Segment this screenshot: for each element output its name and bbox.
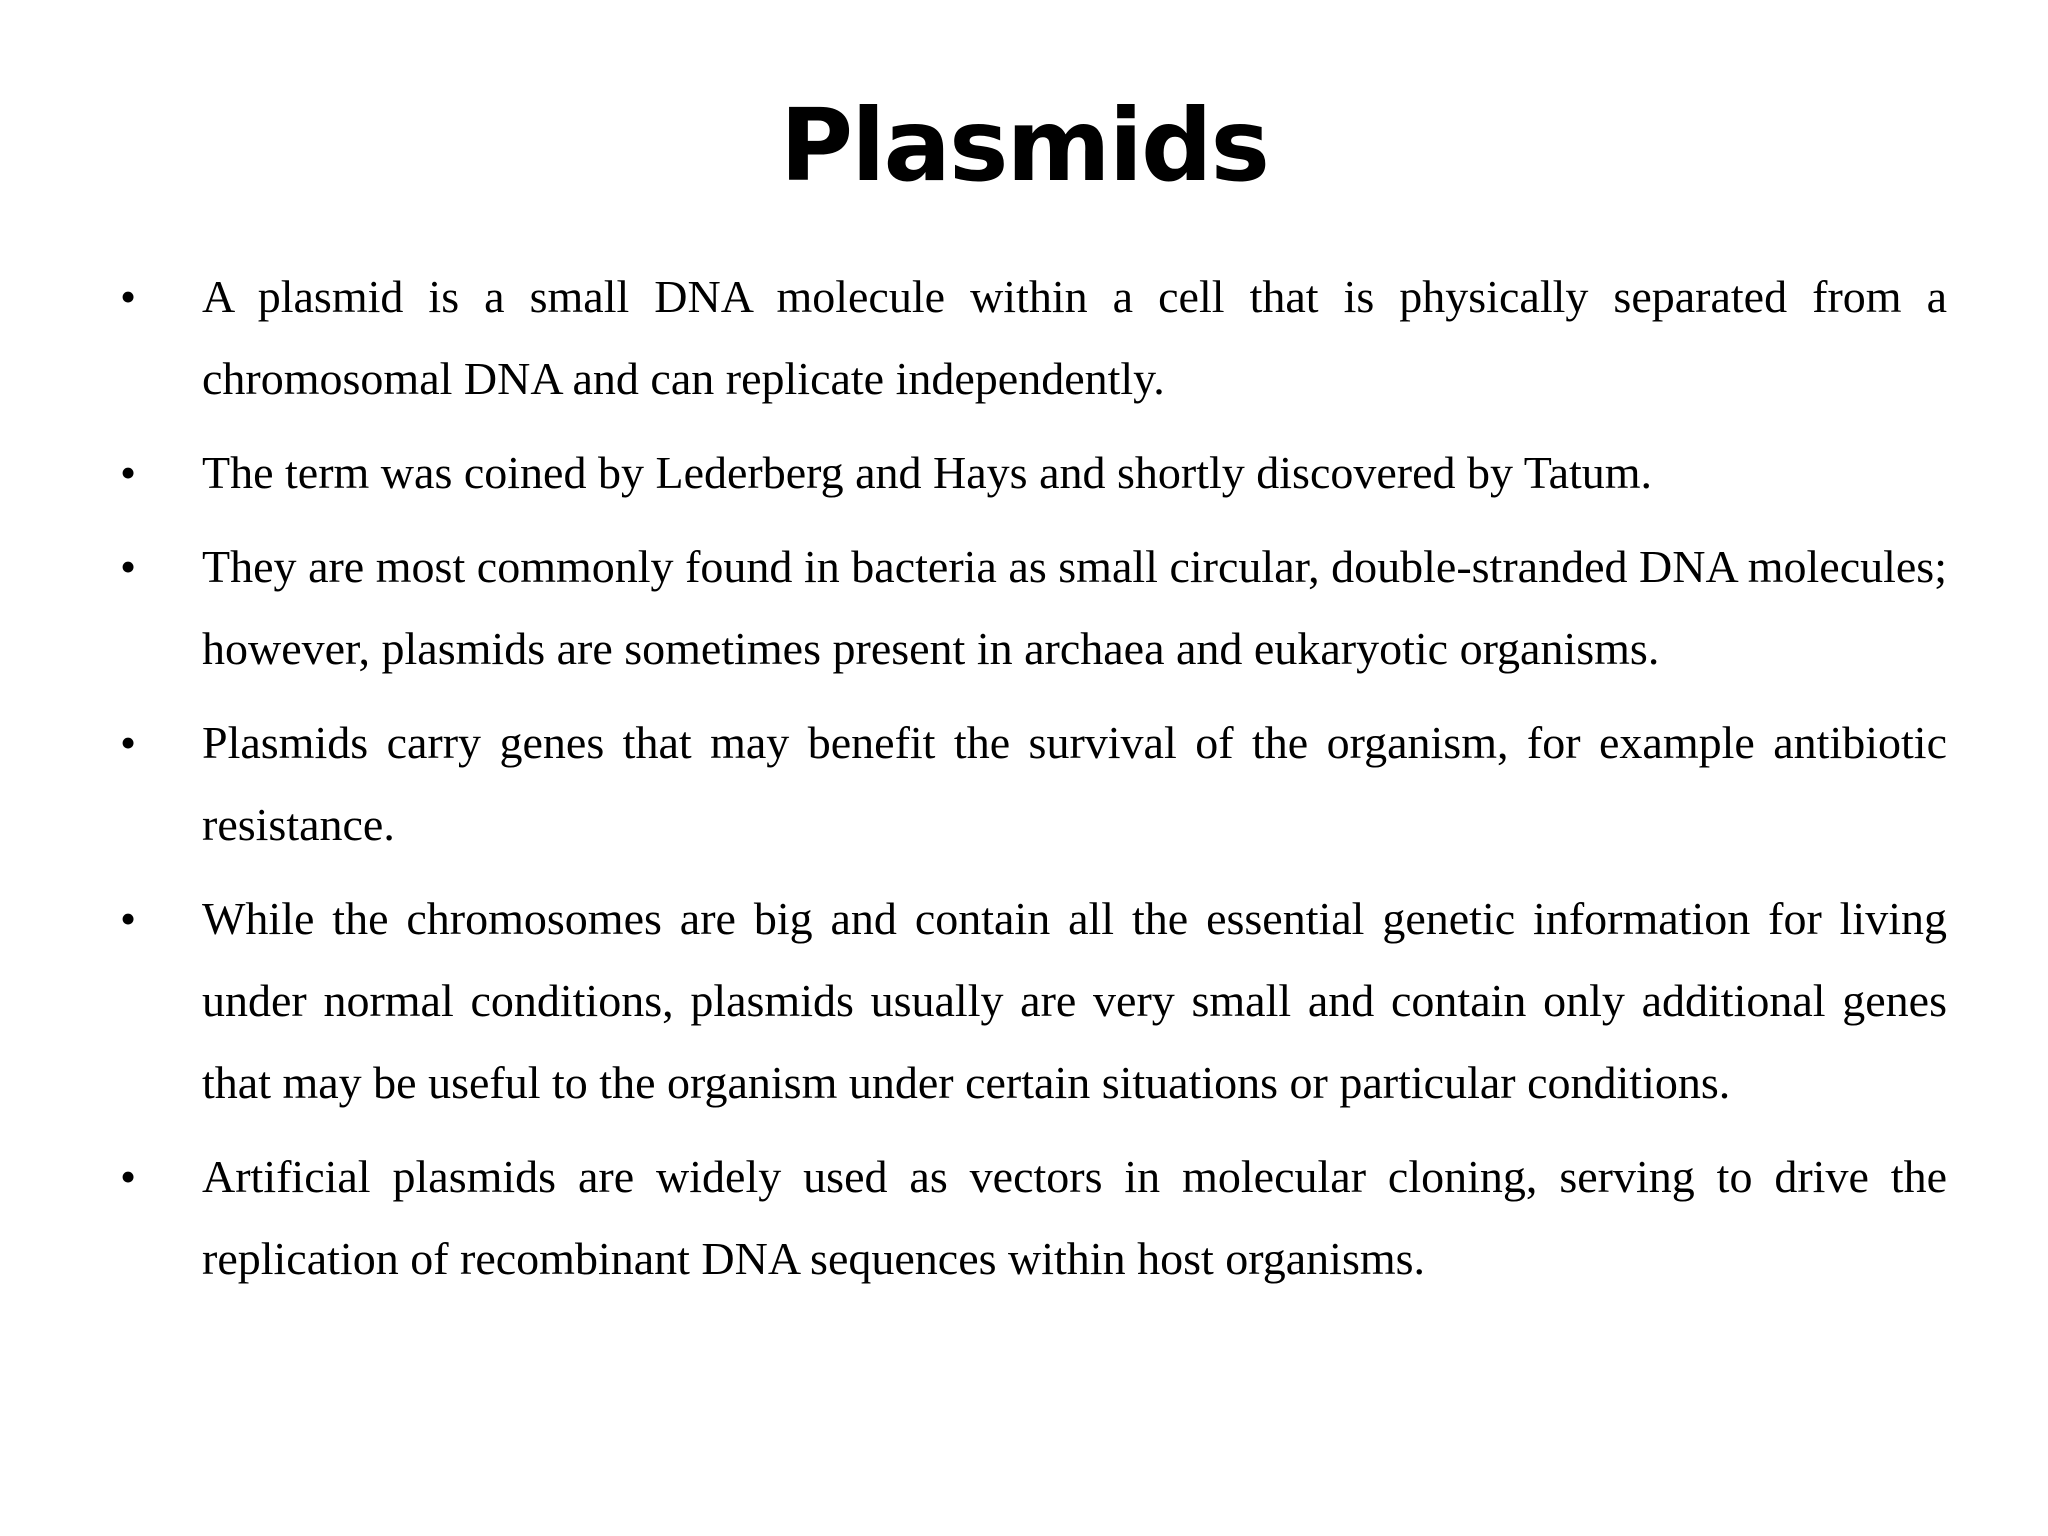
bullet-icon: • <box>120 541 137 592</box>
bullet-text: A plasmid is a small DNA molecule within a cell that is physically separated from a chromosomal DNA and can replicate independently. <box>202 271 1947 404</box>
bullet-item <box>0 526 2048 690</box>
bullet-item <box>0 256 2048 420</box>
bullet-item <box>0 878 2048 1124</box>
bullet-text: The term was coined by Lederberg and Hays and shortly discovered by Tatum. <box>202 447 1653 498</box>
bullet-icon: • <box>120 893 137 944</box>
bullet-icon: • <box>120 1151 137 1202</box>
bullet-text: Plasmids carry genes that may benefit the survival of the organism, for example antibiotic resistance. <box>202 717 1947 850</box>
bullet-text: While the chromosomes are big and contain all the essential genetic information for living under normal conditions, plasmids usually are very small and contain only additional genes that may be useful to the organism under certain situations or particular conditions. <box>202 893 1947 1108</box>
bullet-icon: • <box>120 271 137 322</box>
slide-title: Plasmids <box>779 87 1269 204</box>
bullet-item <box>0 702 2048 866</box>
bullet-icon: • <box>120 447 137 498</box>
bullet-icon: • <box>120 717 137 768</box>
bullet-text: They are most commonly found in bacteria as small circular, double-stranded DNA molecules; however, plasmids are sometimes present in archaea and eukaryotic organisms. <box>202 541 1947 674</box>
bullet-item <box>0 1136 2048 1300</box>
bullet-item <box>0 432 2048 514</box>
bullet-text: Artificial plasmids are widely used as vectors in molecular cloning, serving to drive the replication of recombinant DNA sequences within host organisms. <box>202 1151 1947 1284</box>
bullet-list <box>0 256 2048 1312</box>
